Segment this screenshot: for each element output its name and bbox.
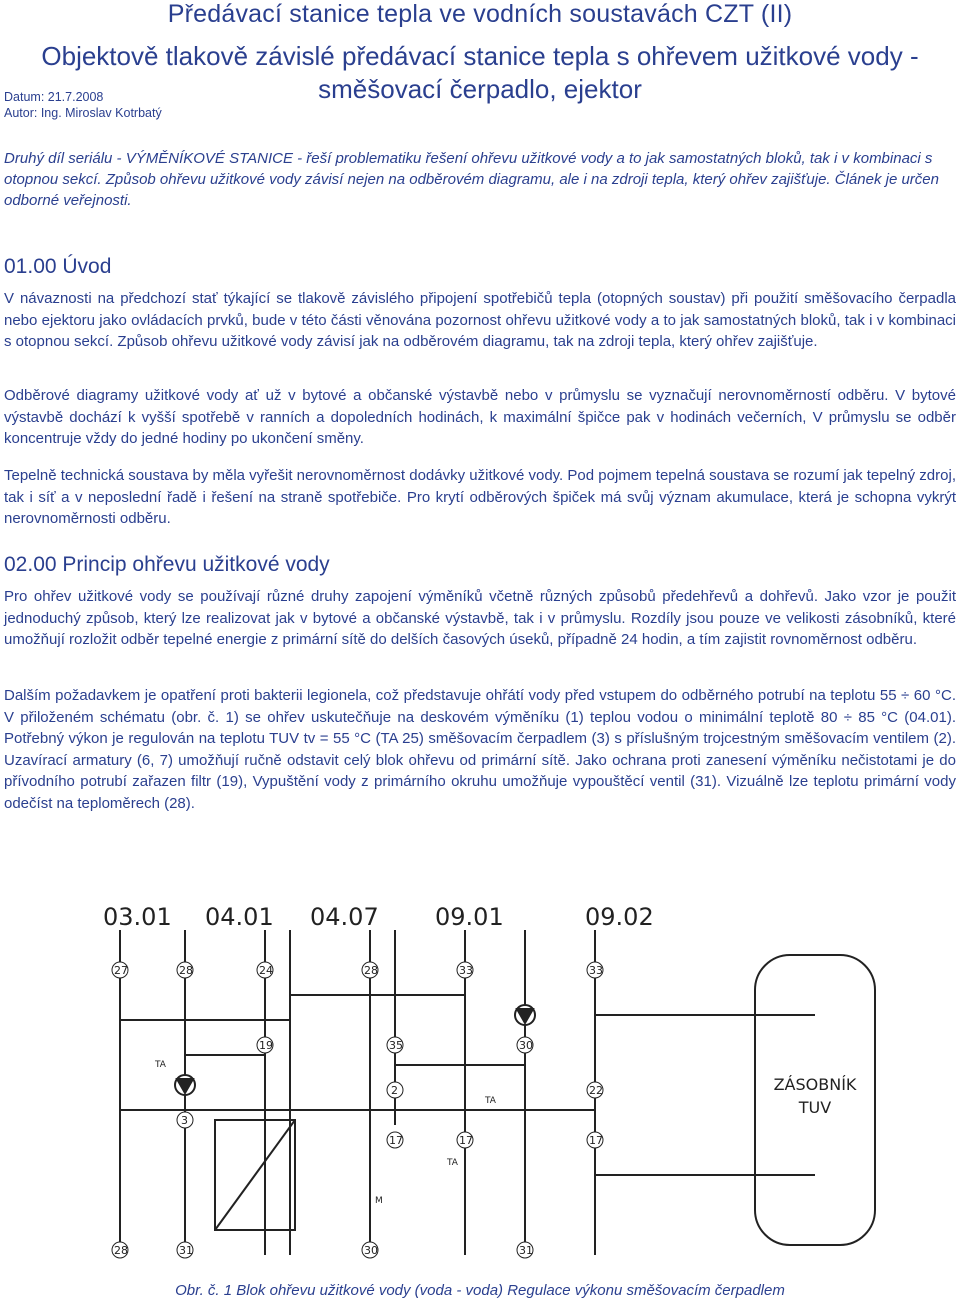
component-number: 27 (114, 964, 128, 977)
component-number: 17 (389, 1134, 403, 1147)
tank-label: TUV (798, 1098, 832, 1117)
sensor-label: TA (155, 1060, 166, 1070)
component-number: 19 (259, 1039, 273, 1052)
paragraph: Tepelně technická soustava by měla vyřešit nerovnoměrnost dodávky užitkové vody. Pod pojmem tepelná soustava se rozumí jak tepelný zdroj, tak i síť a v neposlední řadě i řešení na straně spotřebiče. Pro krytí odběrových špiček má svůj význam akumulace, která je schopna vykrýt nerovnoměrnosti odběru. (4, 467, 956, 527)
author-line: Autor: Ing. Miroslav Kotrbatý (4, 106, 162, 120)
paragraph: Pro ohřev užitkové vody se používají různé druhy zapojení výměníků včetně různých způsobů předehřevů a dohřevů. Jako vzor je použit jednoduchý způsob, který lze realizovat jak v bytové a občanské výstavbě, tak i v průmyslu. Rozdíly jsou pouze ve velikosti zásobníků, které umožňují rozložit odběr tepelné energie z primární sítě do delších časových úseků, případně 24 hodin, a tím zajistit rovnoměrnost odběru. (4, 588, 956, 648)
figure-caption: Obr. č. 1 Blok ohřevu užitkové vody (voda - voda) Regulace výkonu směšovacím čerpadlem (175, 1282, 785, 1299)
component-number: 30 (519, 1039, 533, 1052)
component-number: 28 (364, 964, 378, 977)
pipe-label: 03.01 (103, 903, 172, 931)
component-number: 17 (589, 1134, 603, 1147)
pipe-label: 09.01 (435, 903, 504, 931)
component-number: 31 (179, 1244, 193, 1257)
intro-text: Druhý díl seriálu - VÝMĚNÍKOVÉ STANICE - řeší problematiku řešení ohřevu užitkové vody a to jak samostatných bloků, tak i v kombinaci s otopnou sekcí. Způsob ohřevu užitkové vody závisí nejen na odběrovém diagramu, ale i na zdroji tepla, který ohřev zajišťuje. Článek je určen odborné veřejnosti. (4, 150, 939, 209)
component-number: 33 (459, 964, 473, 977)
motor-label: M (375, 1196, 383, 1206)
component-number: 2 (391, 1084, 398, 1097)
component-number: 17 (459, 1134, 473, 1147)
pipe-label: 04.07 (310, 903, 379, 931)
pipe-label: 09.02 (585, 903, 654, 931)
component-number: 22 (589, 1084, 603, 1097)
pipe-label: 04.01 (205, 903, 274, 931)
paragraph: Odběrové diagramy užitkové vody ať už v bytové a občanské výstavbě nebo v průmyslu se vyznačují nerovnoměrností odběru. V bytové výstavbě dochází k vyšší spotřebě v ranních a dopoledních hodinách, k maximální špičce pak v hodinách večerních, V průmyslu se odběr koncentruje vždy do jedné hodiny po ukončení směny. (4, 387, 956, 447)
component-number: 28 (179, 964, 193, 977)
date-line: Datum: 21.7.2008 (4, 90, 104, 104)
paragraph: V návaznosti na předchozí stať týkající se tlakově závislého připojení spotřebičů tepla (otopných soustav) při použití směšovacího čerpadla nebo ejektoru jako ovládacích prvků, bude v této části věnována pozornost ohřevu užitkové vody a to jak samostatných bloků, tak i v kombinaci s otopnou sekcí. Způsob ohřevu užitkové vody závisí jak na odběrovém diagramu, tak na zdroji tepla, který ohřev zajišťuje. (4, 290, 956, 350)
paragraph: Dalším požadavkem je opatření proti bakterii legionela, což představuje ohřátí vody před vstupem do odběrného potrubí na teplotu 55 ÷ 60 °C. V přiloženém schématu (obr. č. 1) se ohřev uskutečňuje na deskovém výměníku (1) teplou vodou o minimální teplotě 80 ÷ 85 °C (04.01). Potřebný výkon je regulován na teplotu TUV tv = 55 °C (TA 25) směšovacím čerpadlem (3) s příslušným trojcestným směšovacím ventilem (2). Uzavírací armatury (6, 7) umožňují ručně odstavit celý blok ohřevu od primární sítě. Jako ochrana proti zanesení výměníku nečistotami je do přívodního potrubí zařazen filtr (19), Vypuštění vody z primárního okruhu umožňuje vypouštěcí ventil (31). Vizuálně lze teplotu primární vody odečíst na teploměrech (28). (4, 687, 956, 812)
component-number: 35 (389, 1039, 403, 1052)
section-heading-principle: 02.00 Princip ohřevu užitkové vody (4, 553, 330, 576)
component-number: 3 (181, 1114, 188, 1127)
section-heading-intro: 01.00 Úvod (4, 255, 112, 278)
page-subtitle: Objektově tlakově závislé předávací stanice tepla s ohřevem užitkové vody - směšovací čerpadlo, ejektor (41, 41, 919, 104)
page-title: Předávací stanice tepla ve vodních soustavách CZT (II) (167, 0, 793, 28)
sensor-label: TA (485, 1096, 496, 1106)
component-number: 30 (364, 1244, 378, 1257)
sensor-label: TA (447, 1158, 458, 1168)
component-number: 31 (519, 1244, 533, 1257)
component-number: 33 (589, 964, 603, 977)
component-number: 24 (259, 964, 273, 977)
heating-schematic-diagram (95, 895, 955, 1275)
component-number: 28 (114, 1244, 128, 1257)
tank-label: ZÁSOBNÍK (773, 1075, 857, 1094)
